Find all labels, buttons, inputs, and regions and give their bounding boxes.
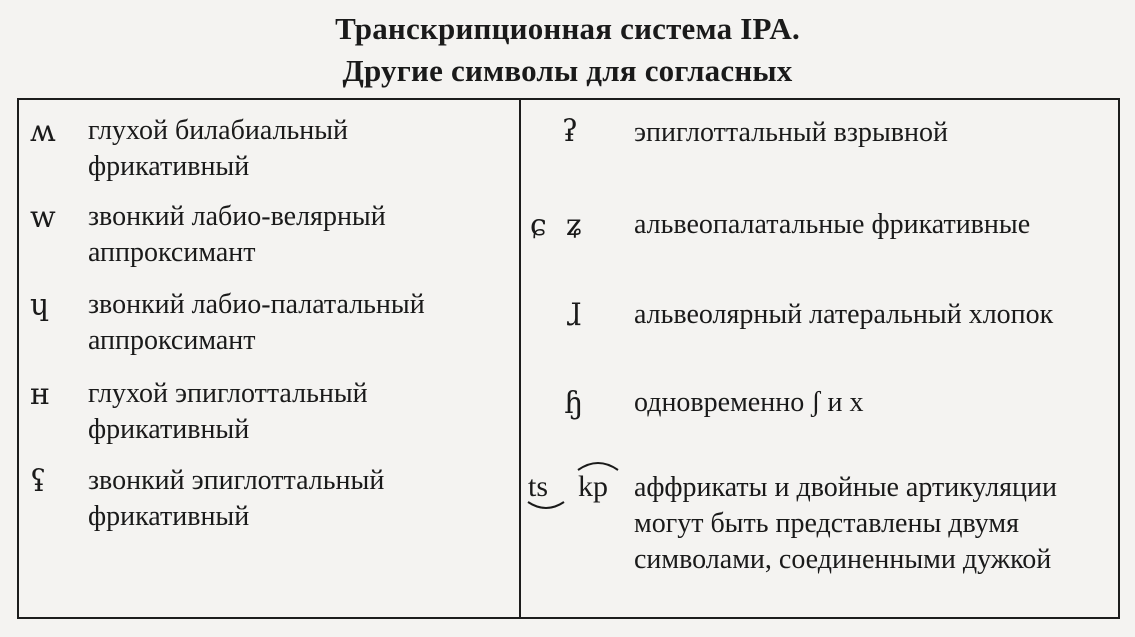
tie-symbol-kp [578,470,608,504]
symbol-description: глухой эпиглоттальный фрикативный [88,378,368,445]
ipa-symbol: ʢ [30,464,47,499]
symbol-description: глухой билабиальный фрикативный [88,115,349,182]
ipa-symbol: ʜ [30,377,50,412]
symbol-description: альвеопалатальные фрикативные [634,209,1031,240]
overtie-icon [576,458,620,472]
symbol-description: эпиглоттальный взрывной [634,117,948,148]
symbol-description: звонкий эпиглоттальный фрикативный [88,465,385,532]
title-line-2: Другие символы для согласных [342,53,793,88]
symbol-description: одновременно ʃ и x [634,387,864,418]
ipa-symbol-pair: ɕ ʑ [530,208,583,243]
ipa-symbol: ɧ [564,386,584,421]
ipa-symbol: ʍ [30,114,56,149]
ipa-symbol: ɥ [30,288,50,323]
title-line-1: Транскрипционная система IPA. [335,11,800,46]
ipa-symbol: ʡ [562,114,579,149]
undertie-icon [526,500,566,514]
ipa-symbol: ɺ [566,298,582,333]
symbol-description: звонкий лабио-велярный аппроксимант [88,201,386,268]
tie-symbol-ts [528,470,548,504]
column-divider [519,98,521,619]
ipa-symbol: w [30,200,56,235]
symbol-description: аффрикаты и двойные артикуляции могут быть представлены двумя символами, соединенными дужкой [634,472,1057,575]
tie-symbol-text: ts [528,470,549,503]
tie-symbol-text: kp [578,470,608,503]
symbol-description: альвеолярный латеральный хлопок [634,299,1054,330]
symbol-description: звонкий лабио-палатальный аппроксимант [88,289,425,356]
